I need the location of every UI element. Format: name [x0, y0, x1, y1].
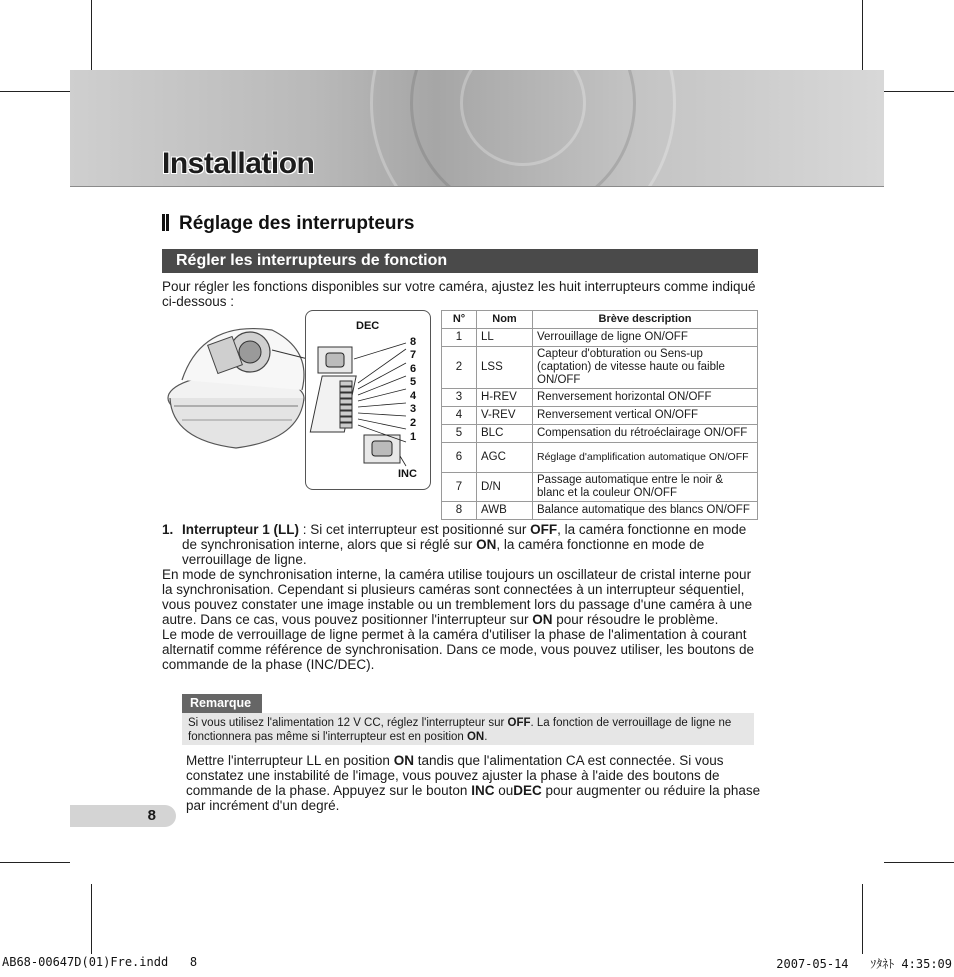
switch-number: 3 [410, 403, 417, 415]
table-row [442, 407, 758, 425]
chapter-title: Installation [162, 147, 315, 180]
text-run-bold: ON [393, 753, 414, 768]
switch-table [441, 310, 758, 520]
text-run: En mode de synchronisation interne, la caméra utilise toujours un oscillateur de cristal interne pour la synchronisation. Cependant si plusieurs caméras sont connectées à un interrupteur séquentiel, vous pouvez constater une image instable ou un tremblement lors du passage d'une caméra à une autre. Dans ce cas, vous pouvez positionner l'interrupteur sur [162, 567, 753, 627]
switch-number: 8 [410, 336, 417, 348]
crop-mark [0, 862, 70, 863]
table-cell: AGC [477, 443, 533, 473]
column-header: Nom [477, 311, 533, 329]
table-cell: AWB [477, 502, 533, 520]
text-run: . [484, 731, 488, 743]
table-cell: Réglage d'amplification automatique ON/OFF [533, 443, 758, 473]
switch-detail-box [305, 310, 431, 490]
text-run-bold: ON [532, 612, 553, 627]
column-header: N° [442, 311, 477, 329]
section-title: Réglage des interrupteurs [162, 213, 414, 235]
item-1-paragraph-2 [162, 567, 762, 627]
intro-text: Pour régler les fonctions disponibles sur votre caméra, ajustez les huit interrupteurs comme indiqué ci-dessous : [162, 279, 756, 309]
crop-mark [91, 884, 92, 954]
item-number: 1. [162, 522, 174, 537]
switch-number: 6 [410, 363, 417, 375]
table-cell: 7 [442, 473, 477, 502]
note-tag: Remarque [182, 694, 262, 713]
text-run-bold: ON [466, 731, 485, 743]
table-cell: 3 [442, 389, 477, 407]
text-run-bold: OFF [530, 522, 558, 537]
table-row [442, 502, 758, 520]
switch-number: 7 [410, 349, 417, 361]
table-cell: H-REV [477, 389, 533, 407]
table-cell: 6 [442, 443, 477, 473]
text-run-bold: INC [471, 783, 495, 798]
table-row [442, 473, 758, 502]
table-header-row [442, 311, 758, 329]
table-cell: 1 [442, 329, 477, 347]
item-1-paragraph-3: Le mode de verrouillage de ligne permet à la caméra d'utiliser la phase de l'alimentation à courant alternatif comme référence de synchronisation. Dans ce mode, vous pouvez utiliser, les boutons de commande de la phase (INC/DEC). [162, 627, 755, 672]
text-run: . La fonction de verrouillage de ligne ne fonctionnera pas même si l'interrupteur est en position [188, 717, 732, 743]
section-marker-icon [162, 214, 169, 231]
table-cell: Renversement horizontal ON/OFF [533, 389, 758, 407]
table-cell: Compensation du rétroéclairage ON/OFF [533, 425, 758, 443]
table-cell: LSS [477, 347, 533, 389]
note-box [182, 713, 754, 745]
crop-mark [884, 862, 954, 863]
subsection-title: Régler les interrupteurs de fonction [162, 249, 758, 273]
text-run: , la caméra fonctionne en mode de verrouillage de ligne. [182, 537, 705, 567]
crop-mark [0, 91, 70, 92]
table-cell: Balance automatique des blancs ON/OFF [533, 502, 758, 520]
crop-mark [862, 884, 863, 954]
text-run: pour augmenter ou réduire la phase par incrément d'un degré. [186, 783, 761, 813]
item-term: Interrupteur 1 (LL) [182, 522, 299, 537]
table-row [442, 389, 758, 407]
page-number: 8 [70, 805, 176, 827]
table-cell: 4 [442, 407, 477, 425]
table-cell: D/N [477, 473, 533, 502]
table-cell: V-REV [477, 407, 533, 425]
text-run: tandis que l'alimentation CA est connectée. Si vous constatez une instabilité de l'image, vous pouvez ajuster la phase à l'aide des boutons de commande de la phase. Appuyez sur le bouton [186, 753, 724, 798]
table-cell: 2 [442, 347, 477, 389]
crop-mark [862, 0, 863, 70]
inc-label: INC [398, 468, 417, 480]
switch-number: 4 [410, 390, 417, 402]
text-run: ou [494, 783, 514, 798]
table-cell: Verrouillage de ligne ON/OFF [533, 329, 758, 347]
table-cell: 8 [442, 502, 477, 520]
slug-right: 2007-05-14 ｿﾀﾈﾄ 4:35:09 [776, 957, 952, 971]
table-cell: Renversement vertical ON/OFF [533, 407, 758, 425]
switch-number: 5 [410, 376, 417, 388]
table-row [442, 347, 758, 389]
column-header: Brève description [533, 311, 758, 329]
switch-number: 2 [410, 417, 417, 429]
switch-number: 1 [410, 431, 417, 443]
text-run: Mettre l'interrupteur LL en position [186, 753, 394, 768]
crop-mark [91, 0, 92, 70]
text-run: pour résoudre le problème. [552, 612, 719, 627]
item-1 [162, 522, 762, 672]
after-note-paragraph [186, 753, 761, 813]
table-row [442, 425, 758, 443]
table-cell: LL [477, 329, 533, 347]
text-run-bold: OFF [507, 717, 531, 729]
table-cell: BLC [477, 425, 533, 443]
table-cell: Capteur d'obturation ou Sens-up (captation) de vitesse haute ou faible ON/OFF [533, 347, 758, 389]
text-run: : Si cet interrupteur est positionné sur [299, 522, 531, 537]
crop-mark [884, 91, 954, 92]
text-run: , la caméra fonctionne en mode de synchronisation interne, alors que si réglé sur [182, 522, 747, 552]
text-run-bold: ON [476, 537, 497, 552]
table-row [442, 329, 758, 347]
table-cell: 5 [442, 425, 477, 443]
table-cell: Passage automatique entre le noir & blanc et la couleur ON/OFF [533, 473, 758, 502]
item-1-paragraph-1 [182, 522, 762, 567]
dec-label: DEC [356, 320, 380, 332]
slug-left: AB68-00647D(01)Fre.indd 8 [2, 955, 198, 969]
text-run-bold: DEC [513, 783, 542, 798]
text-run: Si vous utilisez l'alimentation 12 V CC, réglez l'interrupteur sur [188, 717, 508, 729]
table-row [442, 443, 758, 473]
